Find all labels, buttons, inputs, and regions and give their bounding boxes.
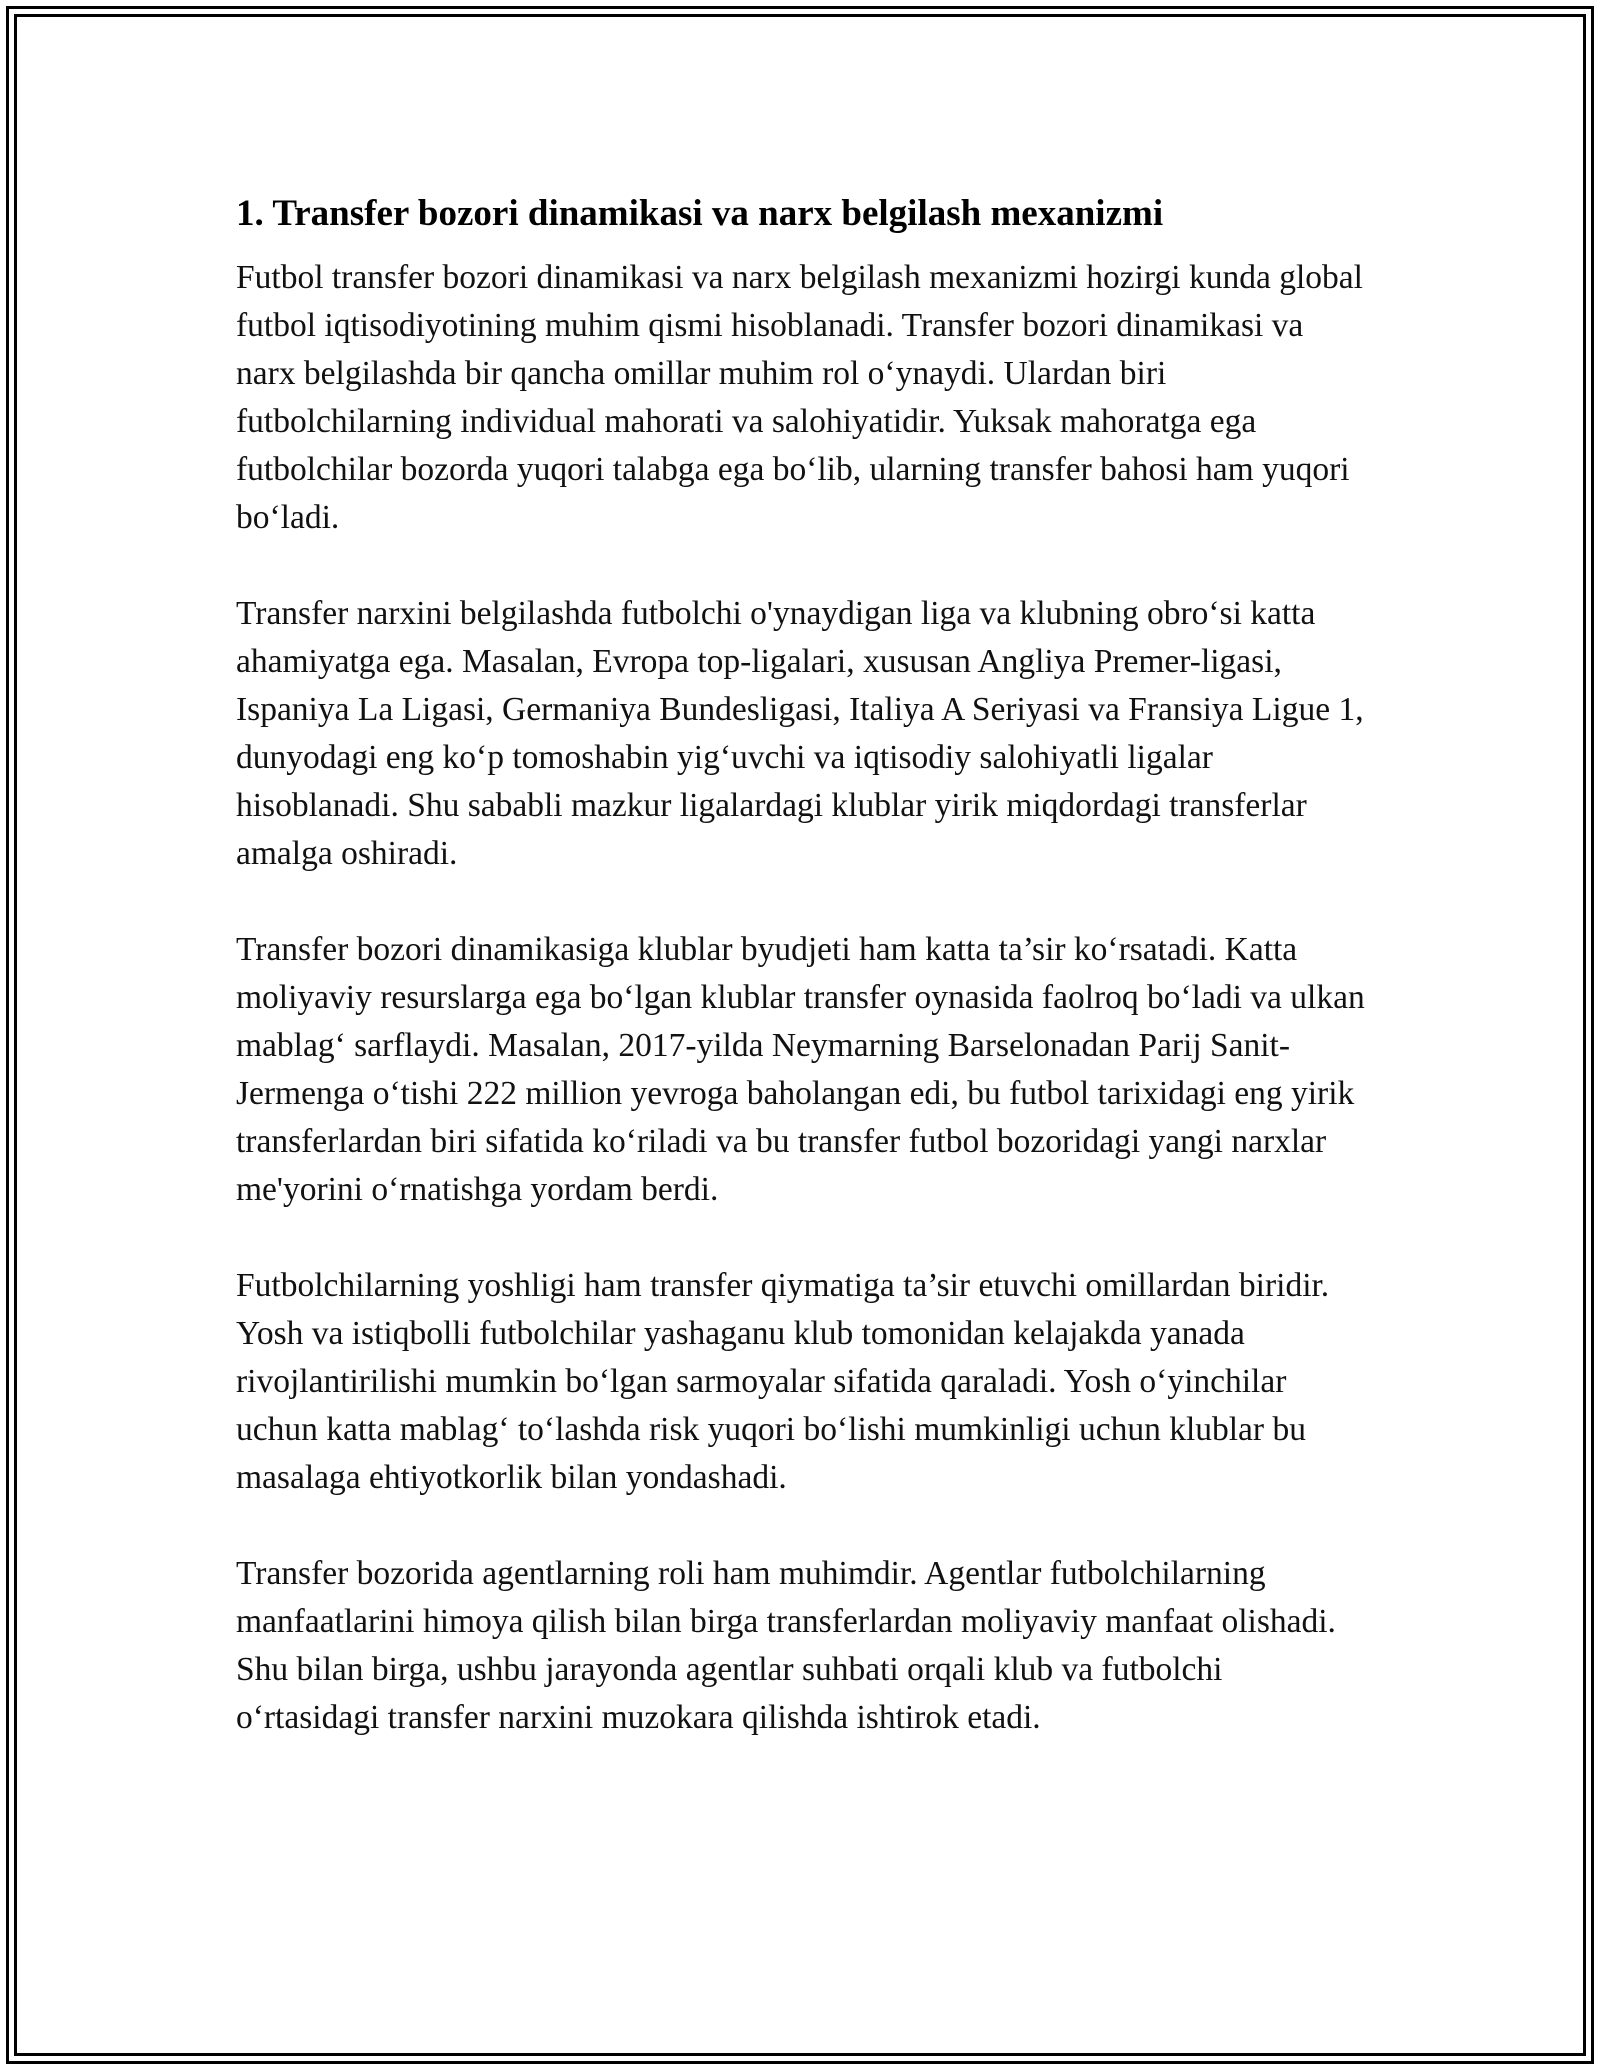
paragraph: Transfer bozori dinamikasiga klublar byudjeti ham katta ta’sir ko‘rsatadi. Katta moliyaviy resurslarga ega bo‘lgan klublar transfer oynasida faolroq bo‘ladi va ulkan mablag‘ sarflaydi. Masalan, 2017-yilda Neymarning Barselonadan Parij Sanit-Jermenga o‘tishi 222 million yevroga baholangan edi, bu futbol tarixidagi eng yirik transferlardan biri sifatida ko‘riladi va bu transfer futbol bozoridagi yangi narxlar me'yorini o‘rnatishga yordam berdi. [236, 931, 1365, 1208]
paragraph: Transfer narxini belgilashda futbolchi o'ynaydigan liga va klubning obro‘si katta ahamiyatga ega. Masalan, Evropa top-ligalari, xususan Angliya Premer-ligasi, Ispaniya La Ligasi, Germaniya Bundesligasi, Italiya A Seriyasi va Fransiya Ligue 1, dunyodagi eng ko‘p tomoshabin yig‘uvchi va iqtisodiy salohiyatli ligalar hisoblanadi. Shu sababli mazkur ligalardagi klublar yirik miqdordagi transferlar amalga oshiradi. [236, 595, 1364, 872]
paragraph: Futbol transfer bozori dinamikasi va narx belgilash mexanizmi hozirgi kunda global futbol iqtisodiyotining muhim qismi hisoblanadi. Transfer bozori dinamikasi va narx belgilashda bir qancha omillar muhim rol o‘ynaydi. Ulardan biri futbolchilarning individual mahorati va salohiyatidir. Yuksak mahoratga ega futbolchilar bozorda yuqori talabga ega bo‘lib, ularning transfer bahosi ham yuqori bo‘ladi. [236, 259, 1363, 536]
document-body [236, 186, 1366, 1790]
section-heading: 1. Transfer bozori dinamikasi va narx belgilash mexanizmi [236, 193, 1164, 234]
paragraph: Futbolchilarning yoshligi ham transfer qiymatiga ta’sir etuvchi omillardan biridir. Yosh va istiqbolli futbolchilar yashaganu klub tomonidan kelajakda yanada rivojlantirilishi mumkin bo‘lgan sarmoyalar sifatida qaraladi. Yosh o‘yinchilar uchun katta mablag‘ to‘lashda risk yuqori bo‘lishi mumkinligi uchun klublar bu masalaga ehtiyotkorlik bilan yondashadi. [236, 1267, 1330, 1496]
paragraph: Transfer bozorida agentlarning roli ham muhimdir. Agentlar futbolchilarning manfaatlarini himoya qilish bilan birga transferlardan moliyaviy manfaat olishadi. Shu bilan birga, ushbu jarayonda agentlar suhbati orqali klub va futbolchi o‘rtasidagi transfer narxini muzokara qilishda ishtirok etadi. [236, 1555, 1336, 1736]
